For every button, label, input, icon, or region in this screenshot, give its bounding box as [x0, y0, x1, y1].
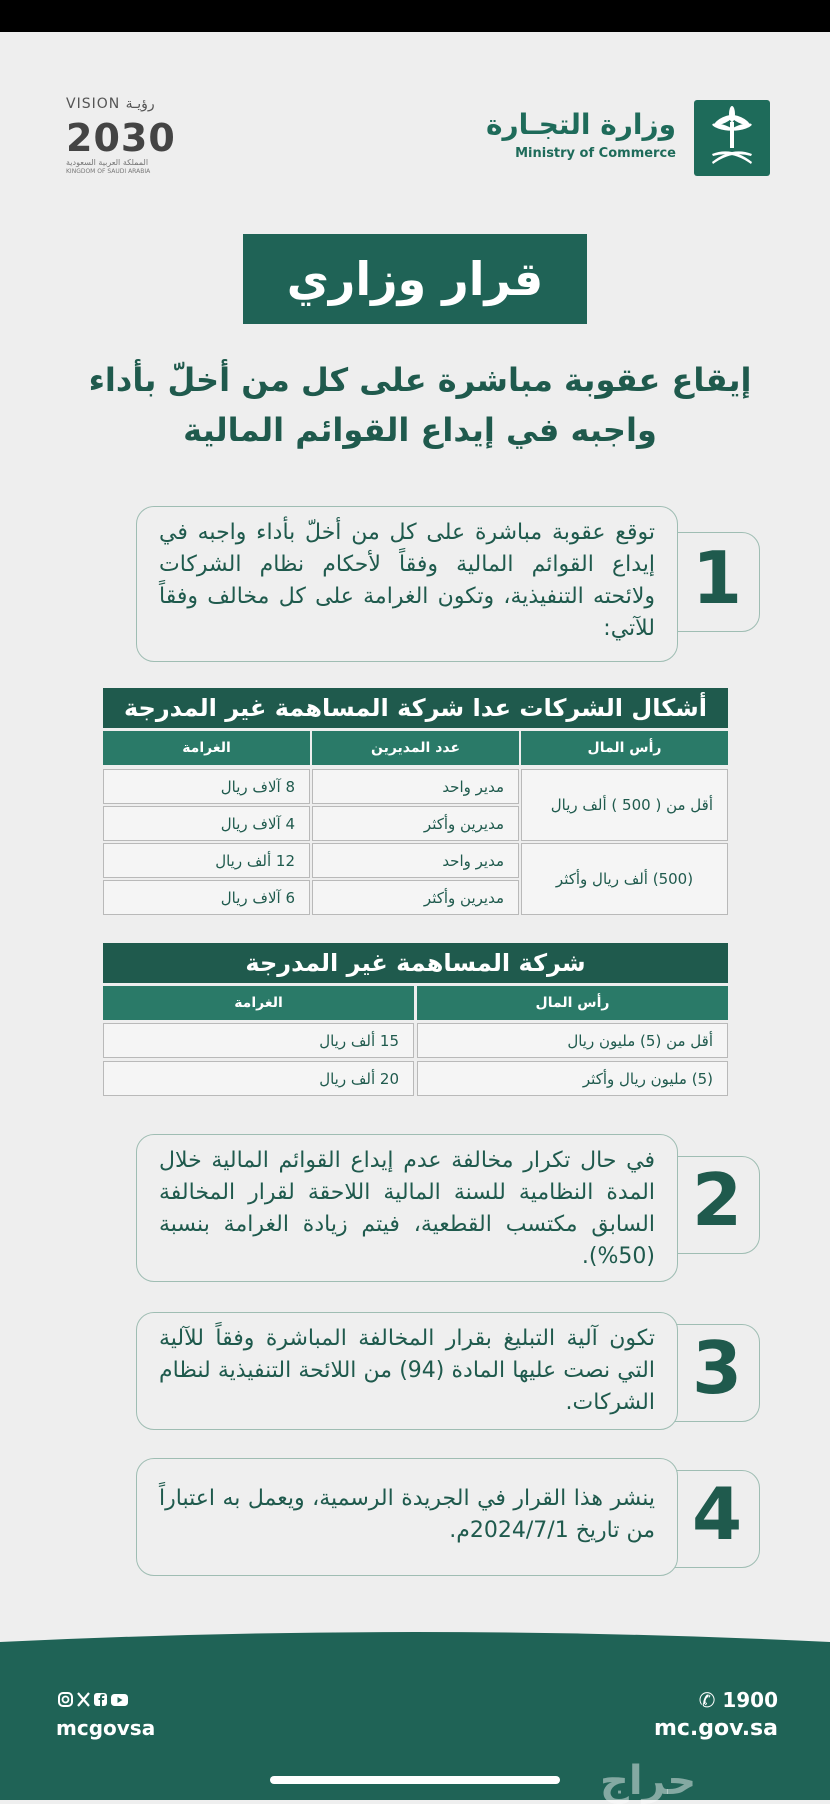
- social-icons: [58, 1690, 138, 1710]
- item-text: ينشر هذا القرار في الجريدة الرسمية، ويعمل به اعتباراً من تاريخ 2024/7/1م.: [136, 1458, 678, 1576]
- table2-cell-capital: (5) مليون ريال وأكثر: [417, 1061, 728, 1096]
- phone-number[interactable]: [699, 1688, 778, 1712]
- subtitle-line-2: واجبه في إيداع القوائم المالية: [183, 411, 657, 449]
- instagram-icon[interactable]: [59, 1693, 72, 1706]
- vision-2030-logo: [62, 96, 182, 176]
- table2-cell-fine: 20 ألف ريال: [103, 1061, 414, 1096]
- subtitle-line-1: إيقاع عقوبة مباشرة على كل من أخلّ بأداء: [88, 361, 752, 399]
- item-number: 4: [691, 1472, 743, 1556]
- item-3: [108, 1312, 760, 1430]
- home-indicator[interactable]: [270, 1776, 560, 1784]
- vision-subtitle-english: KINGDOM OF SAUDI ARABIA: [66, 168, 151, 175]
- vision-label: VISION رؤيـة: [66, 96, 155, 112]
- table1-cell-managers: مديرين وأكثر: [312, 806, 519, 841]
- status-bar: [0, 0, 830, 32]
- social-handle[interactable]: mcgovsa: [56, 1716, 156, 1740]
- phone-text: 1900: [722, 1688, 778, 1712]
- item-number: 1: [691, 536, 743, 620]
- vision-year: 2030: [66, 116, 176, 160]
- phone-icon: ✆: [698, 1688, 723, 1712]
- item-2: [108, 1134, 760, 1282]
- table1-cell-managers: مدير واحد: [312, 843, 519, 878]
- ministry-name-english: Ministry of Commerce: [515, 146, 676, 161]
- youtube-icon[interactable]: [111, 1694, 128, 1706]
- table2-header-capital: رأس المال: [417, 986, 728, 1020]
- table1-header-managers: عدد المديرين: [312, 731, 519, 765]
- item-4: [108, 1458, 760, 1576]
- vision-subtitle-arabic: المملكة العربية السعودية: [66, 158, 149, 167]
- page-subtitle: [80, 355, 760, 455]
- item-text: تكون آلية التبليغ بقرار المخالفة المباشرة وفقاً للآلية التي نصت عليها المادة (94) من اللائحة التنفيذية لنظام الشركات.: [136, 1312, 678, 1430]
- website-link[interactable]: mc.gov.sa: [653, 1716, 778, 1741]
- table1-cell-managers: مديرين وأكثر: [312, 880, 519, 915]
- ministry-name-arabic: وزارة التجـارة: [486, 108, 676, 141]
- table1-cell-fine: 8 آلاف ريال: [103, 769, 310, 804]
- table2-cell-capital: أقل من (5) مليون ريال: [417, 1023, 728, 1058]
- table1-cell-fine: 6 آلاف ريال: [103, 880, 310, 915]
- table2-header-fine: الغرامة: [103, 986, 414, 1020]
- item-number: 3: [691, 1326, 743, 1410]
- haraj-watermark: حراج: [600, 1758, 697, 1804]
- item-text: في حال تكرار مخالفة عدم إيداع القوائم المالية خلال المدة النظامية للسنة المالية اللاحقة لقرار المخالفة السابق مكتسب القطعية، فيتم زيادة الغرامة بنسبة (50%).: [136, 1134, 678, 1282]
- table1-cell-capital: أقل من ( 500 ) ألف ريال: [521, 769, 728, 841]
- table1-header-capital: رأس المال: [521, 731, 728, 765]
- title-banner: [243, 234, 587, 324]
- x-icon[interactable]: [78, 1693, 89, 1706]
- palm-swords-emblem-icon: [694, 100, 770, 176]
- ministry-logo: [470, 100, 770, 180]
- table1-cell-fine: 12 ألف ريال: [103, 843, 310, 878]
- page-title: قرار وزاري: [286, 252, 544, 306]
- item-text: توقع عقوبة مباشرة على كل من أخلّ بأداء واجبه في إيداع القوائم المالية وفقاً لأحكام نظام الشركات ولائحته التنفيذية، وتكون الغرامة على كل مخالف وفقاً للآتي:: [136, 506, 678, 662]
- table1-cell-fine: 4 آلاف ريال: [103, 806, 310, 841]
- facebook-icon[interactable]: [94, 1693, 107, 1706]
- item-number: 2: [691, 1158, 743, 1242]
- table1-cell-capital: (500) ألف ريال وأكثر: [521, 843, 728, 915]
- table2-cell-fine: 15 ألف ريال: [103, 1023, 414, 1058]
- item-1: [108, 506, 760, 662]
- table1-title: أشكال الشركات عدا شركة المساهمة غير المدرجة: [103, 688, 728, 728]
- table1-header-fine: الغرامة: [103, 731, 310, 765]
- table2-title: شركة المساهمة غير المدرجة: [103, 943, 728, 983]
- table1-cell-managers: مدير واحد: [312, 769, 519, 804]
